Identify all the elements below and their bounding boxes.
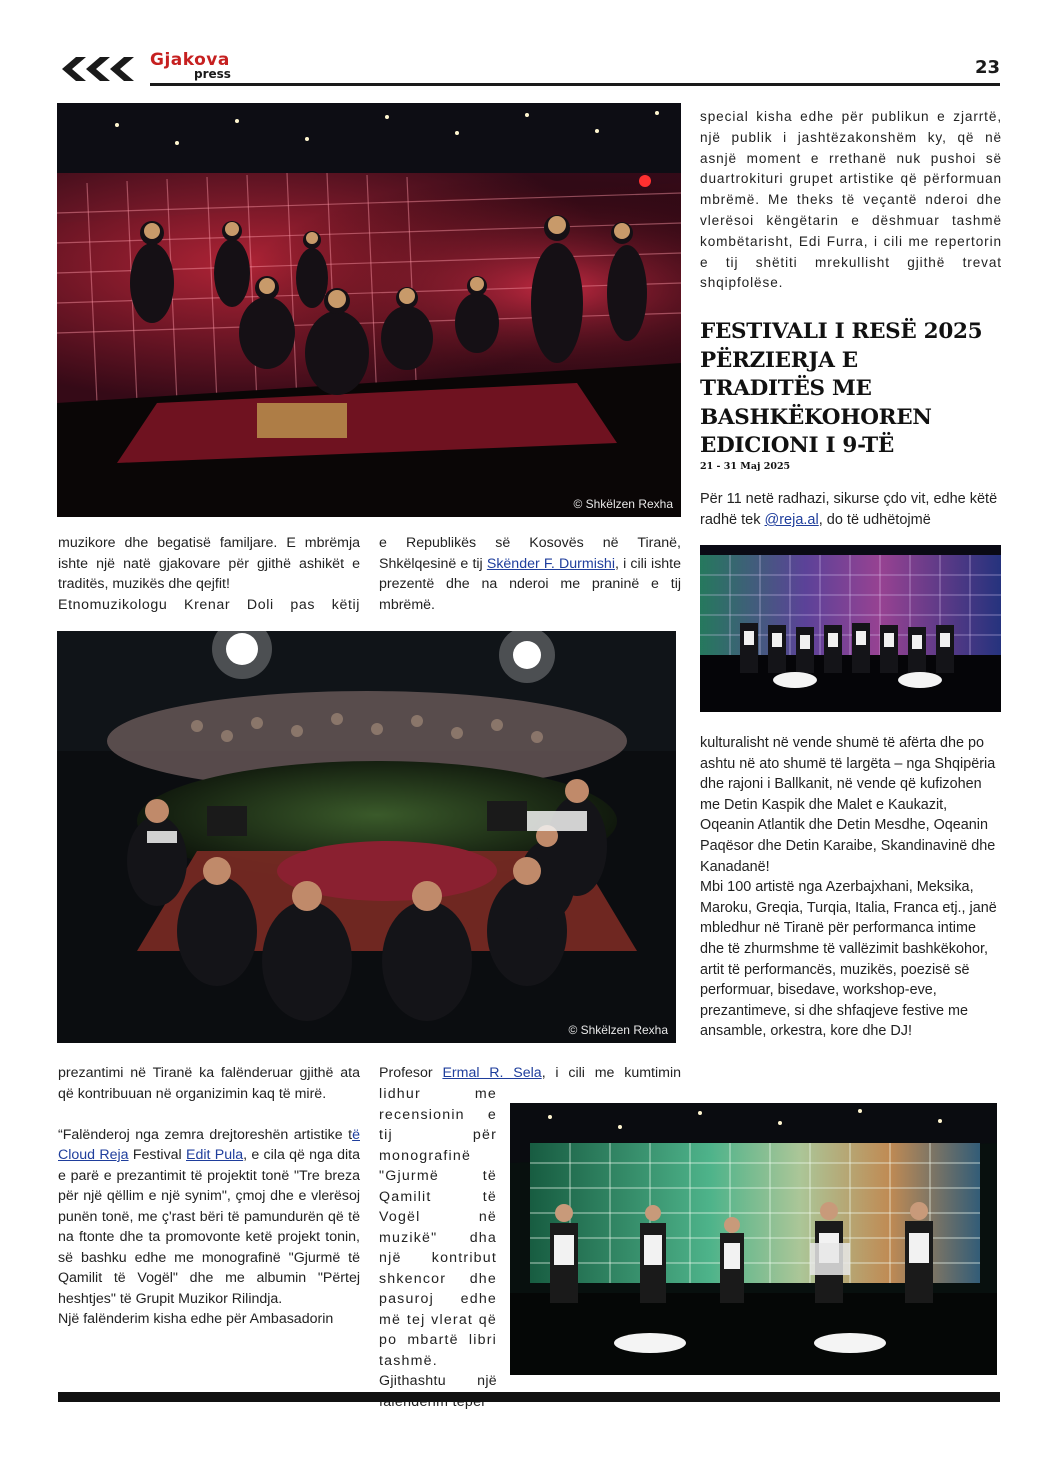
paragraph — [58, 1125, 360, 1310]
footer-rule — [58, 1392, 1000, 1402]
text-run: e Republikës së Kosovës në Tiranë, Shkëlqesinë e tij — [379, 535, 681, 572]
cloud-reja-link[interactable]: ë Cloud Reja — [58, 1126, 360, 1163]
paragraph: Mbi 100 artistë nga Azerbajxhani, Meksika, Maroku, Greqia, Turqia, Italia, Franca etj., janë mbledhur në Tiranë për performanca intime dhe të zhurmshme të vallëzimit bashkëkohor, artit të performancës, muzikës, poezisë së performuar, bisedave, workshop-eve, prezantimeve, si dhe shfaqjeve festive me ansamble, orkestra, kore dhe DJ! — [700, 879, 997, 1040]
text-run: Profesor — [379, 1065, 443, 1081]
article-text-festival-body — [700, 733, 1002, 1042]
durmishi-link[interactable]: Skënder F. Durmishi — [486, 555, 615, 572]
festival-intro — [700, 489, 1002, 531]
header-rule — [150, 83, 1000, 86]
photo-festival-ensemble — [700, 545, 1001, 712]
headline-line: BASHKËKOHOREN — [700, 404, 932, 430]
page-number: 23 — [974, 57, 1000, 78]
headline-line: TRADITËS ME — [700, 376, 872, 401]
headline-line: PËRZIERJA E — [700, 347, 858, 373]
paragraph: muzikore dhe begatisë familjare. E mbrëmja ishte një natë gjakovare për gjithë ashikët e traditës, muzikës dhe qejfit! — [58, 535, 360, 592]
text-run: , i cili ishte prezentë dhe na nderoi me praninë e tij mbrëmë. — [379, 555, 682, 613]
article-text-col2-mid — [379, 533, 681, 615]
paragraph: Një falënderim kisha edhe për Ambasadorin — [58, 1311, 334, 1327]
edit-pula-link[interactable]: Edit Pula — [186, 1147, 244, 1163]
article-text-right-top — [700, 107, 1002, 294]
reja-link[interactable]: @reja.al — [764, 512, 819, 528]
logo-text-top: Gjakova — [150, 50, 230, 70]
photo-circle-ensemble — [57, 631, 676, 1043]
photo-credit: © Shkëlzen Rexha — [568, 1023, 668, 1037]
intro-text: , do të udhëtojmë — [818, 512, 931, 528]
paragraph: Gjithashtu një — [379, 1373, 497, 1389]
paragraph: kulturalisht në vende shumë të afërta dhe po ashtu në ato shumë të largëta – nga Shqipëria dhe rajoni i Ballkanit, në vende që kufizohen me Detin Kaspik dhe Malet e Kaukazit, Oqeanin Atlantik dhe Detin Mesdhe, Oqeanin Paqësor dhe Detin Karaibe, Skandinavinë dhe Kanadanë! — [700, 735, 996, 875]
photo-stage-concert — [57, 103, 681, 517]
chevron-left-icon — [106, 57, 134, 81]
page-header — [58, 52, 1000, 88]
headline-line: EDICIONI I 9-TË — [700, 433, 894, 458]
text-run: “Falënderoj nga zemra drejtoreshën artistike t — [58, 1126, 353, 1143]
article-text-col1-bottom — [58, 1063, 360, 1330]
logo-text-bottom: press — [194, 67, 231, 81]
paragraph: prezantimi në Tiranë ka falënderuar gjithë ata që kontribuuan në organizimin kaq të mirë. — [58, 1065, 360, 1102]
article-text-col2-bottom — [379, 1084, 497, 1412]
photo-credit: © Shkëlzen Rexha — [573, 497, 673, 511]
paragraph — [379, 533, 681, 615]
festival-dates: 21 - 31 Maj 2025 — [700, 461, 791, 472]
article-text-col1-mid — [58, 533, 360, 615]
paragraph: lidhur me recensionin e tij për monografinë "Gjurmë të Qamilit të Vogël në muzikë" dha një kontribut shkencor dhe pasuroj edhe më tej vlerat që po mbartë libri tashmë. — [379, 1086, 497, 1369]
text-run: Festival — [128, 1147, 186, 1163]
article-headline — [700, 318, 1000, 461]
text-run: , i cili me kumtimin — [541, 1065, 682, 1081]
paragraph: special kisha edhe për publikun e zjarrtë, një publik i jashtëzakonshëm ky, që në asnjë moment e rrethanë nuk pushoi së duartrokituri grupet artistike që përformuan mbrëmë. Me theks të veçantë nderoi dhe vlerësoi këngëtarin e dëshmuar tashmë kombëtarisht, Edi Furra, i cili me repertorin e tij shëtiti mrekullisht gjithë trevat shqipfolëse. — [700, 109, 1002, 291]
article-text-col2-bottom-line1 — [379, 1063, 681, 1084]
photo-green-stage — [510, 1103, 997, 1375]
text-run: , e cila që nga dita e parë e prezantimit të projektit tonë "Tre breza për një qëllim e një synim", çmoj dhe e vlerësoj punën tonë, me ç'rast bëri të pamundurën që të na ftonte dhe ta promovonte ketë projekt tonin, së bashku edhe me monografinë "Gjurmë të Qamilit të Vogël" dhe me albumin "Përtej heshtjes" të Grupit Muzikor Rilindja. — [58, 1147, 361, 1307]
ermal-sela-link[interactable]: Ermal R. Sela — [442, 1065, 542, 1081]
publication-logo — [150, 50, 231, 81]
intro-text: Për 11 netë radhazi, sikurse çdo vit, edhe këtë radhë tek — [700, 491, 998, 528]
headline-line: FESTIVALI I RESË 2025 — [700, 319, 983, 344]
paragraph: Etnomuzikologu Krenar Doli pas këtij — [58, 596, 360, 613]
